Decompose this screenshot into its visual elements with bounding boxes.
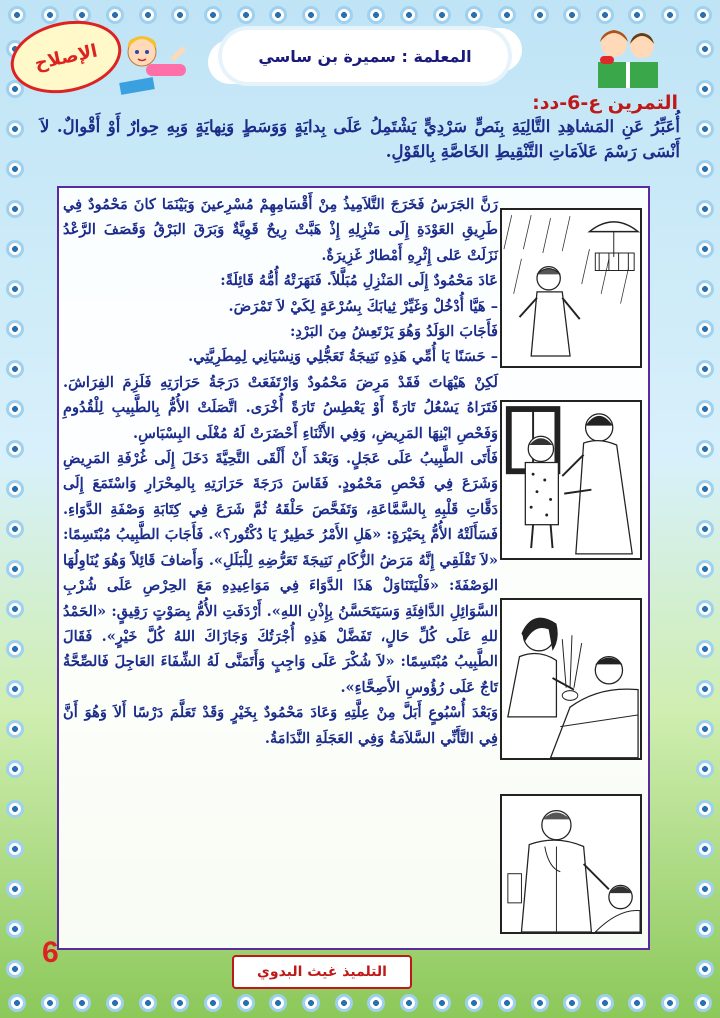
story-paragraph: فَأَتَى الطَّبِيبُ عَلَى عَجَلٍ. وَبَعْدَ أَنْ أَلْقَى التَّحِيَّةَ دَخَلَ إِلَى غُرْفَةِ المَرِيضِ وَشَرَعَ فِي فَحْصِ مَحْمُودٍ. فَقَاسَ دَرَجَةَ حَرَارَتِهِ بِالمِحْرَارِ وَاسْتَمَعَ إِلَى دَقَّاتِ قَلْبِهِ بِالسَّمَّاعَةِ، وَتَفَحَّصَ حَلْقَهُ ثُمَّ شَرَعَ فِي كِتَابَةِ وَصْفَةِ الدَّوَاءِ. فَسَأَلَتْهُ الأُمُّ بِحَيْرَةٍ: «هَلِ الأَمْرُ خَطِيرٌ يَا دُكْتُور؟». فَأَجَابَ الطَّبِيبُ مُبْتَسِمًا: «لاَ تَقْلَقِي إِنَّهُ مَرَضُ الزُّكَامِ نَتِيجَةَ تَعَرُّضِهِ لِلْبَلَلِ». وَأَضافَ قَائِلاً وَهُوَ يُنَاوِلُهَا الوَصْفَةَ: «فَلْيَتَنَاوَلْ هَذَا الدَّوَاءَ فِي مَوَاعِيدِهِ مَعَ الحِرْصِ عَلَى شُرْبِ السَّوَائِلِ الدَّافِئَةِ وَسَيَتَحَسَّنُ بِإِذْنِ اللهِ». أَرْدَفَتِ الأُمُّ بِصَوْتٍ رَقِيقٍ: «الحَمْدُ للهِ عَلَى كُلِّ حَالٍ، تَفَضَّلْ هَذِهِ أُجْرَتُكَ وَجَازَاكَ اللهُ كُلَّ خَيْرٍ». فَقَالَ الطَّبِيبُ مُبْتَسِمًا: «لاَ شُكْرَ عَلَى وَاجِبٍ وَأَتَمَنَّى لَهُ الشِّفَاءَ العَاجِلَ فَالصِّحَّةُ تَاجٌ عَلَى رُؤُوسِ الأَصِحَّاءِ». <box>63 450 498 696</box>
story-text <box>63 192 498 944</box>
story-paragraph: رَنَّ الجَرَسُ فَخَرَجَ التَّلاَمِيذُ مِنْ أَقْسَامِهِمْ مُسْرِعينَ وَبَيْنَمَا كانَ مَحْمُودٌ فِي طَرِيقِ العَوْدَةِ إِلَى مَنْزِلِهِ إِذْ هَبَّتْ رِيحٌ قَوِيَّةٌ وَبَرَقَ البَرْقُ وَقَصَفَ الرَّعْدُ نَزَلَتْ عَلى إِثْرِهِ أَمْطارٌ غَزِيرَةٌ. <box>63 196 498 264</box>
exercise-instructions: أُعَبِّرُ عَنِ المَشاهِدِ التَّالِيَةِ بِنَصٍّ سَرْدِيٍّ يَشْتَمِلُ عَلَى بِدايَةٍ وَوَسَطٍ وَنِهايَةٍ وَبِهِ حِوارٌ أَوْ أَقْوالٌ. لاَ أَنْسَى رَسْمَ عَلاَمَاتِ التَّنْقِيطِ الخَاصَّةِ بِالقَوْلِ. <box>40 117 680 161</box>
story-paragraph: – حَسَنًا يَا أُمِّي هَذِهِ نَتِيجَةُ تَعَجُّلِي وَنِسْيَانِي لِمِطَرِيَّتِي. <box>188 348 498 366</box>
page-number: 6 <box>42 936 59 969</box>
scene-mother-care-image <box>500 598 642 760</box>
decorative-border-left <box>6 40 24 978</box>
scene-doctor-image <box>500 794 642 934</box>
answer-frame <box>57 186 650 950</box>
scene-images <box>500 208 642 942</box>
decorative-border-right <box>696 40 714 978</box>
story-paragraph: عَادَ مَحْمُودٌ إِلَى المَنْزِلِ مُبَلَّلاً. فَنَهَرَتْهُ أُمُّهُ قَائِلَةً: <box>220 272 498 290</box>
student-name-box <box>232 955 412 989</box>
teacher-name: المعلمة : سميرة بن ساسي <box>258 46 472 66</box>
exercise-title: التمرين ع-6-دد: <box>532 92 678 114</box>
scene-sick-boy-image <box>500 400 642 560</box>
story-paragraph: لَكِنْ هَيْهَاتَ فَقَدْ مَرِضَ مَحْمُودٌ وَارْتَفَعَتْ دَرَجَةُ حَرَارَتِهِ فَلَزِمَ الفِرَاشَ. فَتَرَاهُ يَسْعُلُ تَارَةً أَوْ يَعْطِسُ تَارَةً أُخْرَى. اتَّصَلَتْ الأُمُّ بِالطَّبِيبِ لِلْقُدُومِ وَفَحْصِ ابْنِهَا المَرِيضِ، وَفِي الأَثْنَاءِ أَحْضَرَتْ لَهُ مُغْلَى البِسْبَاسِ. <box>63 373 498 442</box>
scene-rain-image <box>500 208 642 368</box>
story-paragraph: وَبَعْدَ أُسْبُوعٍ أَبَلَّ مِنْ عِلَّتِهِ وَعَادَ مَحْمُودٌ بِخَيْرٍ وَقَدْ تَعَلَّمَ دَرْسًا أَلاَ وَهُوَ أَنَّ فِي التَّأَنِّي السَّلاَمَةُ وَفِي العَجَلَةِ النَّدَامَةُ. <box>63 704 498 747</box>
girl-reading-illustration <box>112 30 192 102</box>
correction-badge-label: الإصلاح <box>32 40 100 74</box>
teacher-name-banner <box>222 30 508 82</box>
student-name: التلميذ غيث البدوي <box>257 964 387 980</box>
story-paragraph: – هَيَّا أُدْخُلْ وَغَيِّرْ ثِيابَكَ بِسُرْعَةٍ لِكَيْ لاَ تَمْرَضَ. <box>228 297 498 315</box>
kids-reading-illustration <box>588 22 668 94</box>
story-paragraph: فَأَجَابَ الوَلَدُ وَهُوَ يَرْتَعِشُ مِنَ البَرْدِ: <box>289 323 498 341</box>
decorative-border-bottom <box>8 994 712 1012</box>
